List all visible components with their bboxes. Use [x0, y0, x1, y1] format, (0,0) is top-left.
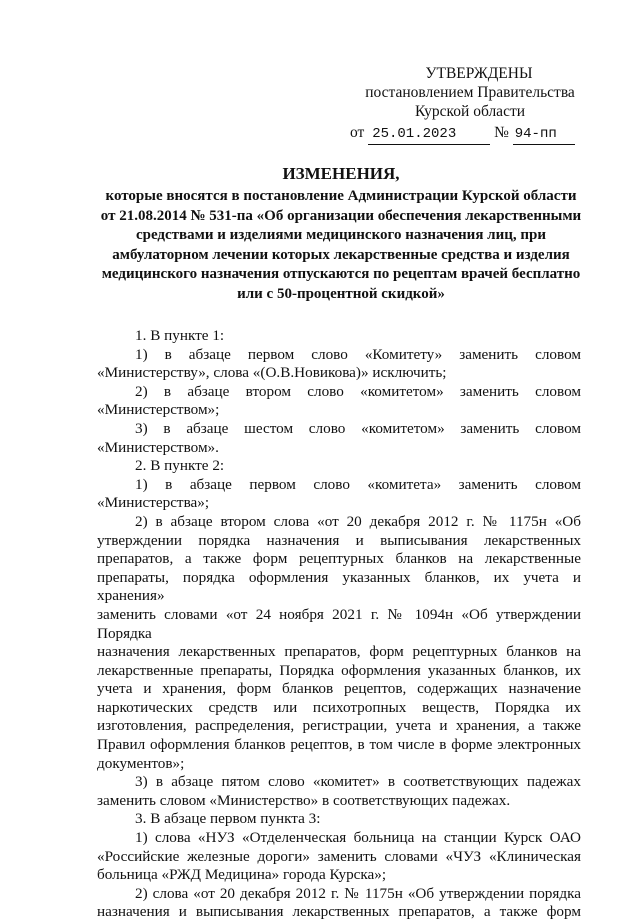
page-title: ИЗМЕНЕНИЯ,	[282, 164, 400, 183]
body-line: «Министерством»;	[97, 401, 220, 419]
subtitle-line: медицинского назначения отпускаются по рецептам врачей бесплатно	[101, 266, 581, 283]
body-line: утверждении порядка назначения и выписывания лекарственных	[97, 531, 581, 549]
body-line: 3. В абзаце первом пункта 3:	[135, 810, 321, 828]
approval-date-line	[350, 123, 590, 145]
approval-number: 94-пп	[513, 125, 575, 145]
approval-block	[350, 64, 590, 145]
body-line: 2) слова «от 20 декабря 2012 г. № 1175н «Об утверждении порядка	[135, 884, 581, 902]
document-body	[97, 327, 581, 922]
approval-line-3: Курской области	[414, 103, 526, 120]
body-line: «Министерству», слова «(О.В.Новикова)» исключить;	[97, 364, 447, 382]
body-line: Правил оформления бланков рецептов, в том числе в форме электронных	[97, 736, 581, 754]
body-line: 3) в абзаце шестом слово «комитетом» заменить словом	[135, 419, 581, 437]
body-line: 1) в абзаце первом слово «Комитету» заменить словом	[135, 345, 581, 363]
document-subtitle	[96, 187, 586, 305]
body-line: 2) в абзаце втором слова «от 20 декабря 2012 г. № 1175н «Об	[135, 512, 581, 530]
body-line: заменить словами «от 24 ноября 2021 г. № 1094н «Об утверждении Порядка	[97, 605, 581, 642]
body-line: «Министерства»;	[97, 494, 210, 512]
body-line: документов»;	[97, 754, 185, 772]
body-line: лекарственные препараты, Порядка оформления указанных бланков, их	[97, 661, 581, 679]
subtitle-line: от 21.08.2014 № 531-па «Об организации обеспечения лекарственными	[100, 207, 582, 224]
subtitle-line: или с 50-процентной скидкой»	[237, 285, 445, 302]
approval-date: 25.01.2023	[368, 125, 490, 145]
number-prefix: №	[494, 124, 509, 141]
body-line: 1) слова «НУЗ «Отделенческая больница на станции Курск ОАО	[135, 829, 581, 847]
body-line: заменить словом «Министерство» в соответствующих падежах.	[97, 791, 511, 809]
date-prefix: от	[350, 124, 365, 141]
subtitle-line: средствами и изделиями медицинского назначения лиц, при	[135, 227, 547, 244]
body-line: назначения и выписывания лекарственных препаратов, а также форм	[97, 903, 581, 921]
body-line: изготовления, распределения, регистрации, учета и хранения, а также	[97, 717, 581, 735]
body-line: препараты, порядка оформления указанных бланков, их учета и хранения»	[97, 568, 581, 605]
body-line: больница «РЖД Медицина» города Курска»;	[97, 866, 387, 884]
subtitle-line: амбулаторном лечении которых лекарственные средства и изделия	[112, 246, 570, 263]
body-line: 3) в абзаце пятом слово «комитет» в соответствующих падежах	[135, 773, 581, 791]
body-line: 2) в абзаце втором слово «комитетом» заменить словом	[135, 382, 581, 400]
body-line: препаратов, а также форм рецептурных бланков на лекарственные	[97, 550, 581, 568]
approval-title: УТВЕРЖДЕНЫ	[425, 65, 533, 82]
body-line: учета и хранения, форм бланков рецептов, содержащих назначение	[97, 680, 581, 698]
body-line: «Российские железные дороги» заменить словами «ЧУЗ «Клиническая	[97, 847, 581, 865]
body-line: 1) в абзаце первом слово «комитета» заменить словом	[135, 475, 581, 493]
body-line: 2. В пункте 2:	[135, 457, 225, 475]
body-line: назначения лекарственных препаратов, форм рецептурных бланков на	[97, 643, 581, 661]
approval-line-2: постановлением Правительства	[365, 84, 575, 101]
body-line: «Министерством».	[97, 438, 219, 456]
body-line: 1. В пункте 1:	[135, 327, 225, 344]
body-line: наркотических средств или психотропных веществ, Порядка их	[97, 698, 581, 716]
subtitle-line: которые вносятся в постановление Администрации Курской области	[105, 188, 577, 204]
document-heading	[96, 163, 586, 305]
